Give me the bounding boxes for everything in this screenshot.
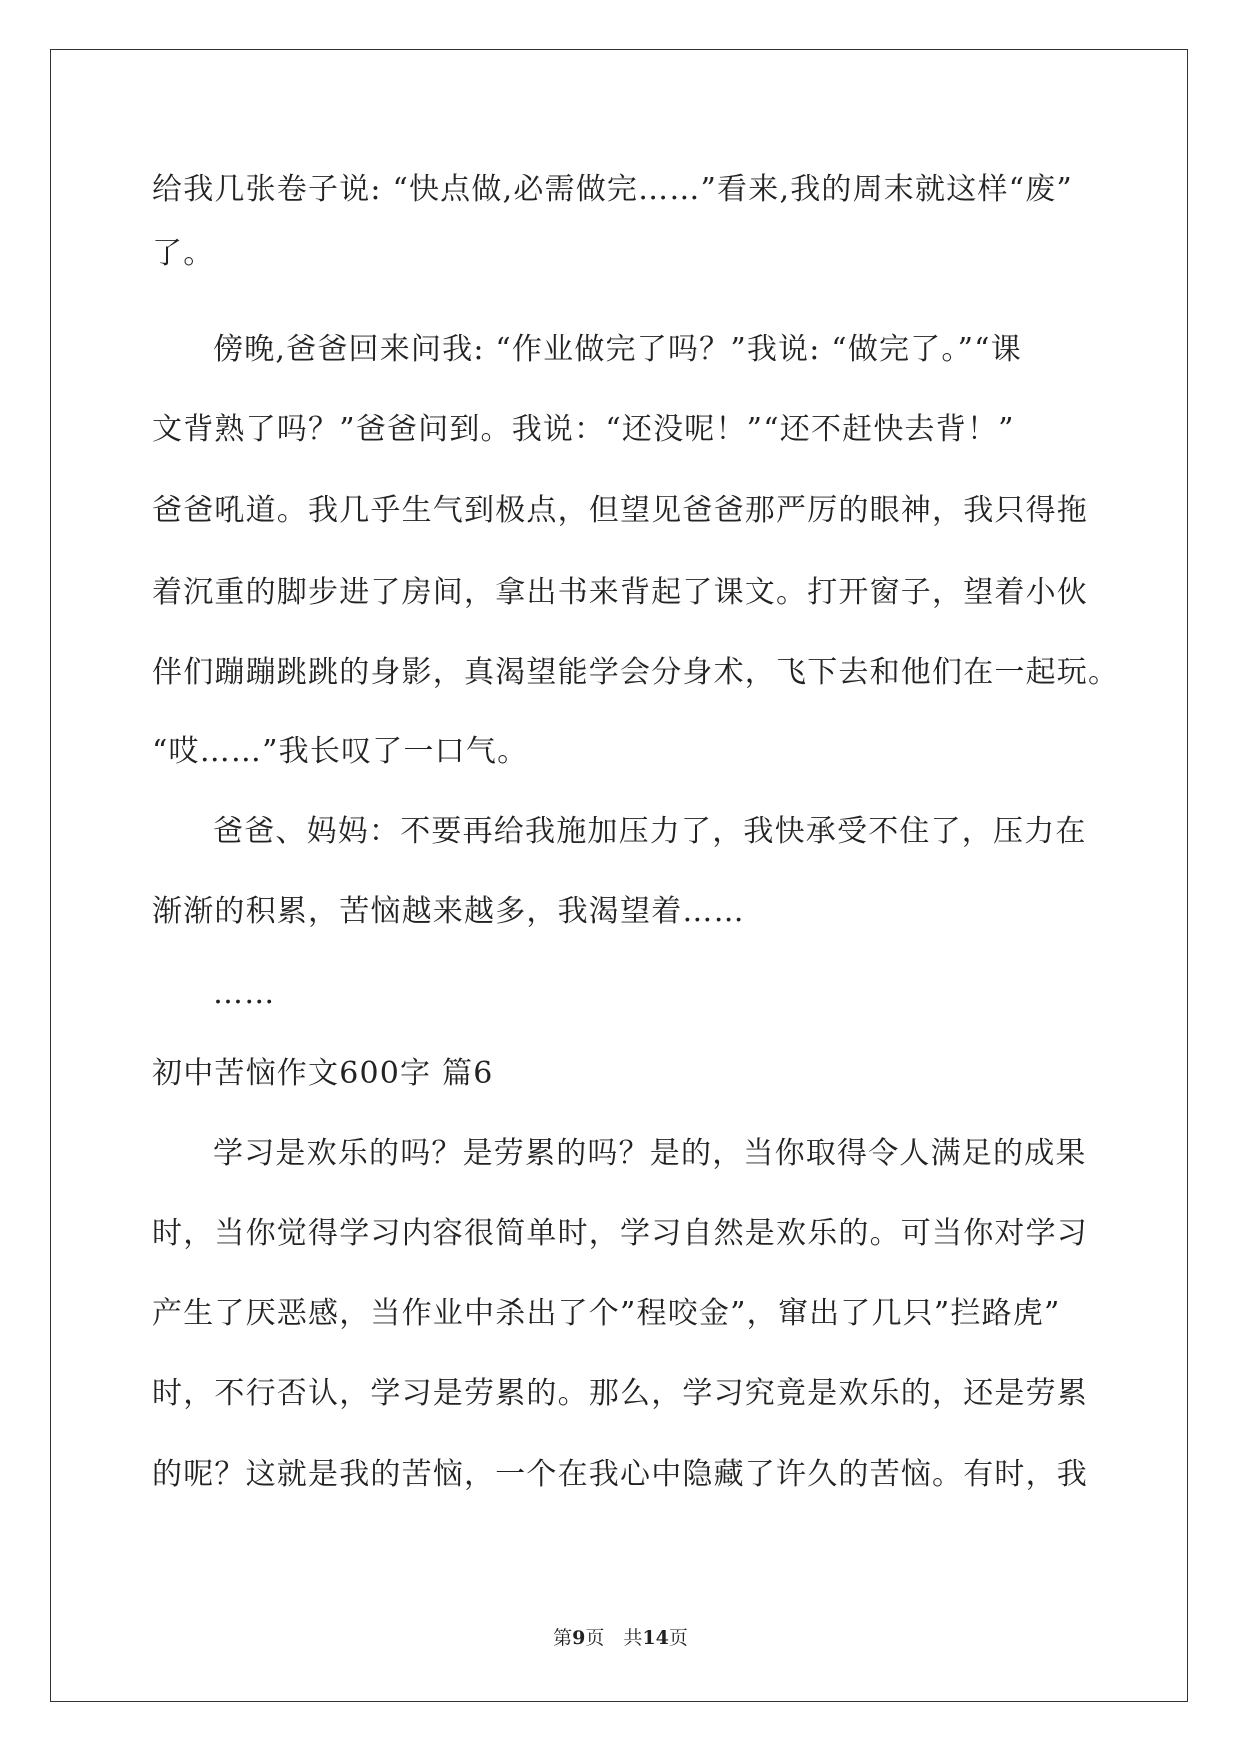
footer-suffix: 页 (668, 1627, 688, 1649)
total-page-count: 14 (642, 1627, 669, 1649)
current-page-number: 9 (572, 1627, 586, 1649)
section-heading: 初中苦恼作文600字 篇6 (152, 1056, 494, 1091)
text-line: 了。 (152, 236, 215, 271)
text-line: 时，不行否认，学习是劳累的。那么，学习究竟是欢乐的，还是劳累 (152, 1376, 1088, 1411)
page-footer (0, 1623, 1241, 1650)
text-line: …… (213, 976, 276, 1011)
text-line: 文背熟了吗？”爸爸问到。我说：“还没呢！”“还不赶快去背！” (152, 412, 1015, 447)
footer-mid: 页 共 (585, 1627, 643, 1649)
text-line: 学习是欢乐的吗？是劳累的吗？是的，当你取得令人满足的成果 (213, 1136, 1087, 1171)
text-line: 给我几张卷子说: “快点做,必需做完……”看来,我的周末就这样“废” (152, 172, 1073, 207)
text-line: 爸爸、妈妈：不要再给我施加压力了，我快承受不住了，压力在 (213, 814, 1087, 849)
text-line: 爸爸吼道。我几乎生气到极点，但望见爸爸那严厉的眼神，我只得拖 (152, 493, 1088, 528)
text-line: 伴们蹦蹦跳跳的身影，真渴望能学会分身术，飞下去和他们在一起玩。 (152, 655, 1120, 690)
text-line: 渐渐的积累，苦恼越来越多，我渴望着…… (152, 894, 745, 929)
text-line: 着沉重的脚步进了房间，拿出书来背起了课文。打开窗子，望着小伙 (152, 575, 1088, 610)
text-line: 时，当你觉得学习内容很简单时，学习自然是欢乐的。可当你对学习 (152, 1216, 1088, 1251)
text-line: 傍晚,爸爸回来问我: “作业做完了吗？”我说: “做完了。”“课 (213, 332, 1022, 367)
text-line: 产生了厌恶感，当作业中杀出了个”程咬金”，窜出了几只”拦路虎” (152, 1296, 1061, 1331)
footer-prefix: 第 (553, 1627, 573, 1649)
text-line: “哎……”我长叹了一口气。 (152, 734, 529, 769)
text-line: 的呢？这就是我的苦恼，一个在我心中隐藏了许久的苦恼。有时，我 (152, 1457, 1088, 1492)
